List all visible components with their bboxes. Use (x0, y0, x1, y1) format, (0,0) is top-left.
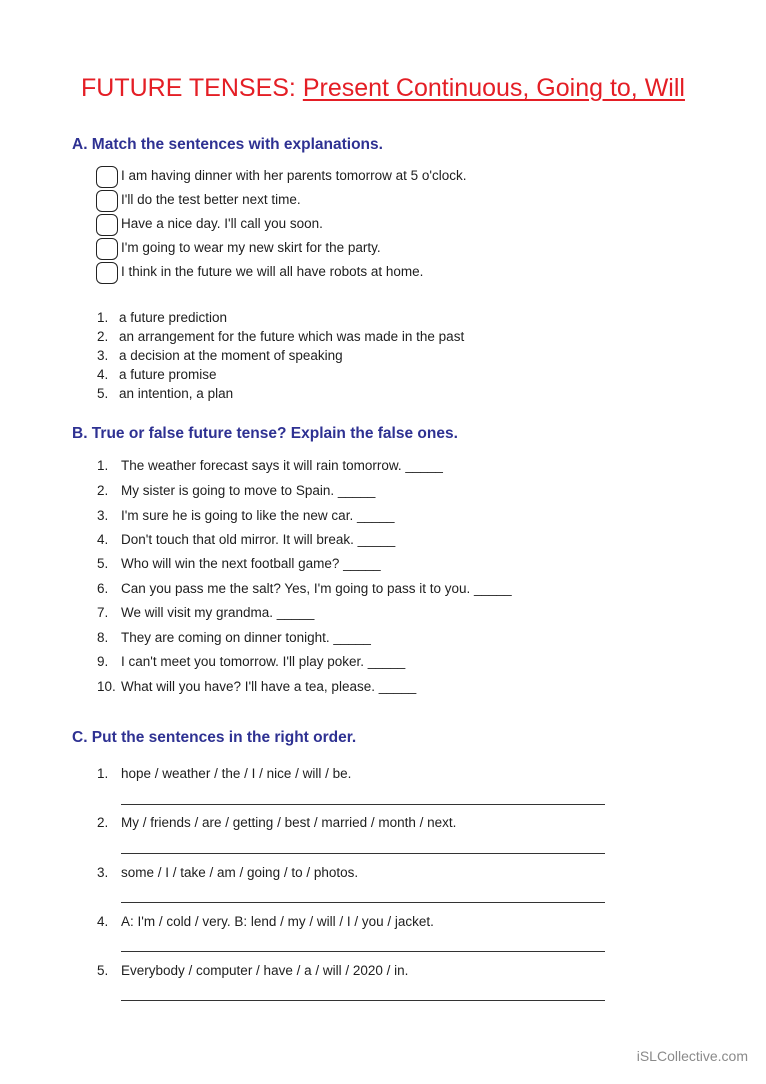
true-false-item: 3. I'm sure he is going to like the new car. _____ (97, 508, 395, 523)
true-false-item: 2. My sister is going to move to Spain. _____ (97, 483, 376, 498)
true-false-item: 1. The weather forecast says it will rain tomorrow. _____ (97, 458, 443, 473)
title-underlined: Present Continuous, Going to, Will (302, 74, 685, 102)
true-false-item: 7. We will visit my grandma. _____ (97, 605, 315, 620)
reorder-item: 4. A: I'm / cold / very. B: lend / my / will / I / you / jacket. (97, 914, 434, 929)
answer-box[interactable] (96, 166, 118, 188)
reorder-item: 2. My / friends / are / getting / best / married / month / next. (97, 815, 457, 830)
answer-line[interactable] (121, 804, 605, 805)
answer-box[interactable] (96, 262, 118, 284)
section-a-heading: A. Match the sentences with explanations. (72, 136, 383, 153)
answer-box[interactable] (96, 238, 118, 260)
title-prefix: FUTURE TENSES: (81, 74, 303, 102)
true-false-item: 9. I can't meet you tomorrow. I'll play poker. _____ (97, 654, 406, 669)
true-false-item: 6. Can you pass me the salt? Yes, I'm going to pass it to you. _____ (97, 581, 512, 596)
match-sentence: I'll do the test better next time. (121, 192, 301, 207)
explanation-item: 3. a decision at the moment of speaking (97, 348, 343, 363)
match-sentence: I am having dinner with her parents tomorrow at 5 o'clock. (121, 168, 467, 183)
explanation-item: 5. an intention, a plan (97, 386, 234, 401)
true-false-item: 10. What will you have? I'll have a tea, please. _____ (97, 679, 417, 694)
true-false-item: 5. Who will win the next football game? _____ (97, 556, 381, 571)
answer-line[interactable] (121, 951, 605, 952)
true-false-item: 8. They are coming on dinner tonight. _____ (97, 630, 371, 645)
explanation-item: 1. a future prediction (97, 310, 228, 325)
worksheet-title (0, 74, 766, 103)
answer-box[interactable] (96, 190, 118, 212)
explanation-item: 2. an arrangement for the future which was made in the past (97, 329, 465, 344)
reorder-item: 1. hope / weather / the / I / nice / will / be. (97, 766, 352, 781)
section-b-heading: B. True or false future tense? Explain the false ones. (72, 425, 458, 442)
true-false-item: 4. Don't touch that old mirror. It will break. _____ (97, 532, 396, 547)
match-sentence: I'm going to wear my new skirt for the party. (121, 240, 381, 255)
answer-line[interactable] (121, 902, 605, 903)
explanation-item: 4. a future promise (97, 367, 217, 382)
site-watermark: iSLCollective.com (636, 1048, 748, 1064)
match-sentence: Have a nice day. I'll call you soon. (121, 216, 323, 231)
reorder-item: 3. some / I / take / am / going / to / photos. (97, 865, 359, 880)
answer-box[interactable] (96, 214, 118, 236)
section-c-heading: C. Put the sentences in the right order. (72, 729, 357, 746)
answer-line[interactable] (121, 1000, 605, 1001)
match-sentence: I think in the future we will all have robots at home. (121, 264, 424, 279)
answer-line[interactable] (121, 853, 605, 854)
reorder-item: 5. Everybody / computer / have / a / will / 2020 / in. (97, 963, 409, 978)
